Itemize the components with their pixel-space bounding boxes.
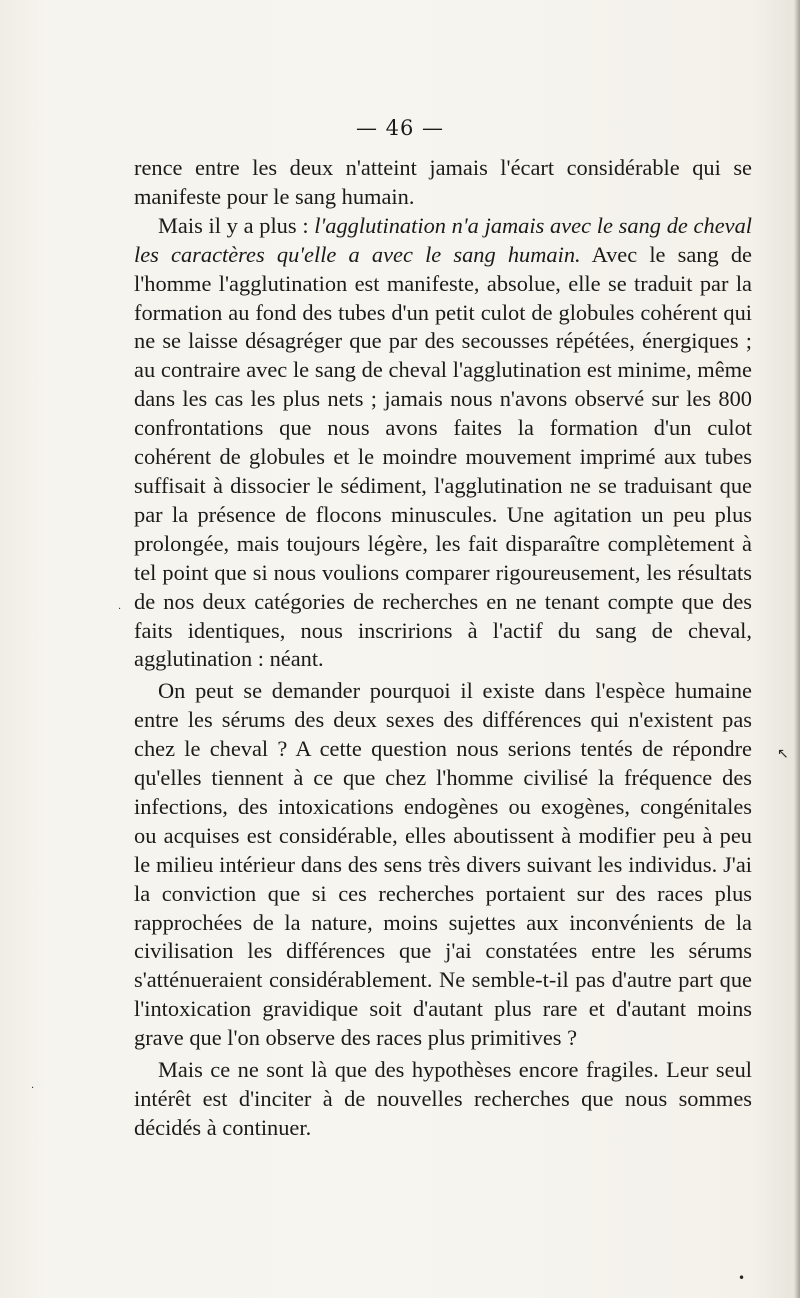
body-text (134, 154, 752, 1143)
paragraph-2-body: Avec le sang de l'homme l'agglutination est manifeste, absolue, elle se traduit par la formation au fond des tubes d'un petit culot de globules cohérent qui ne se laisse désagréger que par des secousses répétées, énergiques ; au contraire avec le sang de cheval l'agglutination est minime, même dans les cas les plus nets ; jamais nous n'avons observé sur les 800 confrontations que nous avons faites la formation d'un culot cohérent de globules et le moindre mouvement imprimé aux tubes suffisait à dissocier le sédiment, l'agglutination ne se traduisant que par la présence de flocons minuscules. Une agitation un peu plus prolongée, mais toujours légère, les fait disparaître complètement à tel point que si nous voulions comparer rigoureusement, les résultats de nos deux catégories de recherches en ne tenant compte que des faits identiques, nous inscririons à l'actif du sang de cheval, agglutination : néant. (134, 241, 752, 672)
page-edge-shadow (794, 0, 800, 1298)
margin-arrow-icon: ↖ (777, 746, 789, 762)
paragraph-4: Mais ce ne sont là que des hypothèses encore fragiles. Leur seul intérêt est d'inciter à de nouvelles recherches que nous sommes décidés à continuer. (134, 1057, 752, 1140)
margin-dot-icon: . (118, 601, 122, 612)
margin-dot-icon: · (31, 1083, 35, 1094)
margin-dot-icon: • (738, 1271, 746, 1285)
paragraph-3: On peut se demander pourquoi il existe dans l'espèce humaine entre les sérums des deux sexes des différences qui n'existent pas chez le cheval ? A cette question nous serions tentés de répondre qu'elles tiennent à ce que chez l'homme civilisé la fréquence des infections, des intoxications endogènes ou exogènes, congénitales ou acquises est considérable, elles aboutissent à modifier peu à peu le milieu intérieur dans des sens très divers suivant les individus. J'ai la conviction que si ces recherches portaient sur des races plus rapprochées de la nature, moins sujettes aux inconvénients de la civilisation les différences que j'ai constatées entre les sérums s'atténueraient considérablement. Ne semble-t-il pas d'autre part que l'intoxication gravidique soit d'autant plus rare et d'autant moins grave que l'on observe des races plus primitives ? (134, 678, 752, 1051)
page-number: — 46 — (355, 116, 445, 140)
paragraph-2-lead: Mais il y a plus : (158, 212, 315, 238)
paragraph-2 (134, 212, 752, 675)
paragraph-2-emphasis: l'agglutination n'a jamais avec le sang de cheval les caractères qu'elle a avec le sang humain. (134, 212, 752, 267)
paragraph-1: rence entre les deux n'atteint jamais l'écart considérable qui se manifeste pour le sang humain. (134, 155, 752, 209)
